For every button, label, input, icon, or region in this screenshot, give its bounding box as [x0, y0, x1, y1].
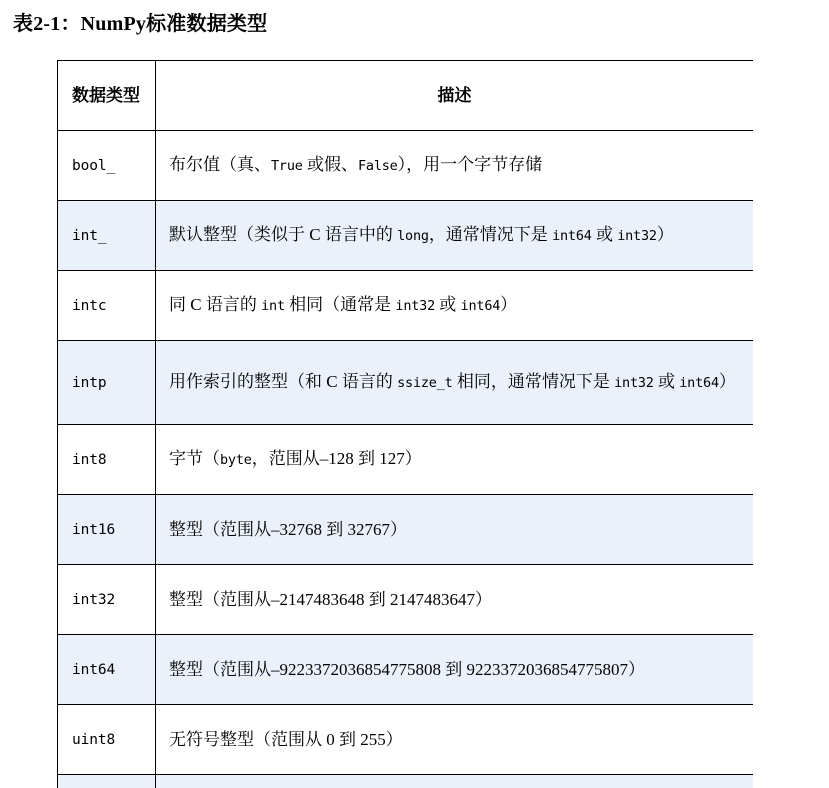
cell-description [156, 635, 754, 705]
table-row [58, 201, 754, 271]
inline-code: False [357, 158, 398, 174]
table-row [58, 705, 754, 775]
dtype-name: int8 [72, 451, 107, 468]
inline-code: int32 [395, 298, 436, 314]
inline-code: True [271, 158, 303, 174]
dtype-description: 默认整型（类似于 C 语言中的 long，通常情况下是 int64 或 int32） [169, 225, 674, 244]
column-header-description [156, 61, 754, 131]
cell-dtype [58, 341, 156, 425]
table-row [58, 341, 754, 425]
cell-description [156, 271, 754, 341]
dtype-name: intc [72, 297, 107, 314]
numpy-data-types-table [57, 60, 753, 788]
cell-description [156, 341, 754, 425]
cell-description [156, 425, 754, 495]
cell-description [156, 201, 754, 271]
table-container [57, 60, 753, 788]
table-row [58, 495, 754, 565]
dtype-description: 整型（范围从–2147483648 到 2147483647） [169, 590, 492, 609]
cell-dtype [58, 635, 156, 705]
inline-code: int [261, 298, 285, 314]
cell-dtype [58, 271, 156, 341]
table-header [58, 61, 754, 131]
cell-dtype [58, 775, 156, 788]
cell-description [156, 565, 754, 635]
cell-dtype [58, 131, 156, 201]
table-row [58, 775, 754, 788]
dtype-name: int16 [72, 521, 116, 538]
cell-description [156, 775, 754, 788]
inline-code: int32 [614, 375, 654, 391]
table-body [58, 131, 754, 788]
table-row [58, 271, 754, 341]
column-header-dtype-label: 数据类型 [72, 85, 140, 105]
inline-code: ssize_t [397, 375, 453, 391]
dtype-name: uint8 [72, 731, 116, 748]
dtype-description: 用作索引的整型（和 C 语言的 ssize_t 相同，通常情况下是 int32 或 int64） [169, 372, 736, 391]
dtype-description: 同 C 语言的 int 相同（通常是 int32 或 int64） [169, 295, 518, 314]
cell-dtype [58, 425, 156, 495]
inline-code: int64 [679, 375, 719, 391]
cell-dtype [58, 705, 156, 775]
table-caption: 表2-1：NumPy标准数据类型 [13, 13, 268, 35]
dtype-name: intp [72, 374, 107, 391]
table-row [58, 635, 754, 705]
dtype-name: int32 [72, 591, 116, 608]
dtype-description: 无符号整型（范围从 0 到 255） [169, 730, 403, 749]
dtype-description: 布尔值（真、True 或假、False），用一个字节存储 [169, 155, 543, 174]
inline-code: int64 [460, 298, 501, 314]
dtype-name: bool_ [72, 157, 116, 174]
cell-description [156, 131, 754, 201]
dtype-name: int_ [72, 227, 107, 244]
inline-code: long [397, 228, 429, 244]
table-row [58, 425, 754, 495]
inline-code: int32 [617, 228, 657, 244]
table-row [58, 565, 754, 635]
dtype-description: 整型（范围从–9223372036854775808 到 9223372036854775807） [169, 660, 645, 679]
cell-description [156, 705, 754, 775]
table-header-row [58, 61, 754, 131]
dtype-description: 字节（byte，范围从–128 到 127） [169, 449, 422, 468]
table-row [58, 131, 754, 201]
column-header-dtype [58, 61, 156, 131]
column-header-description-label: 描述 [437, 85, 472, 105]
inline-code: byte [220, 452, 252, 468]
cell-description [156, 495, 754, 565]
dtype-description: 整型（范围从–32768 到 32767） [169, 520, 407, 539]
cell-dtype [58, 495, 156, 565]
dtype-name: int64 [72, 661, 116, 678]
cell-dtype [58, 201, 156, 271]
inline-code: int64 [552, 228, 592, 244]
cell-dtype [58, 565, 156, 635]
